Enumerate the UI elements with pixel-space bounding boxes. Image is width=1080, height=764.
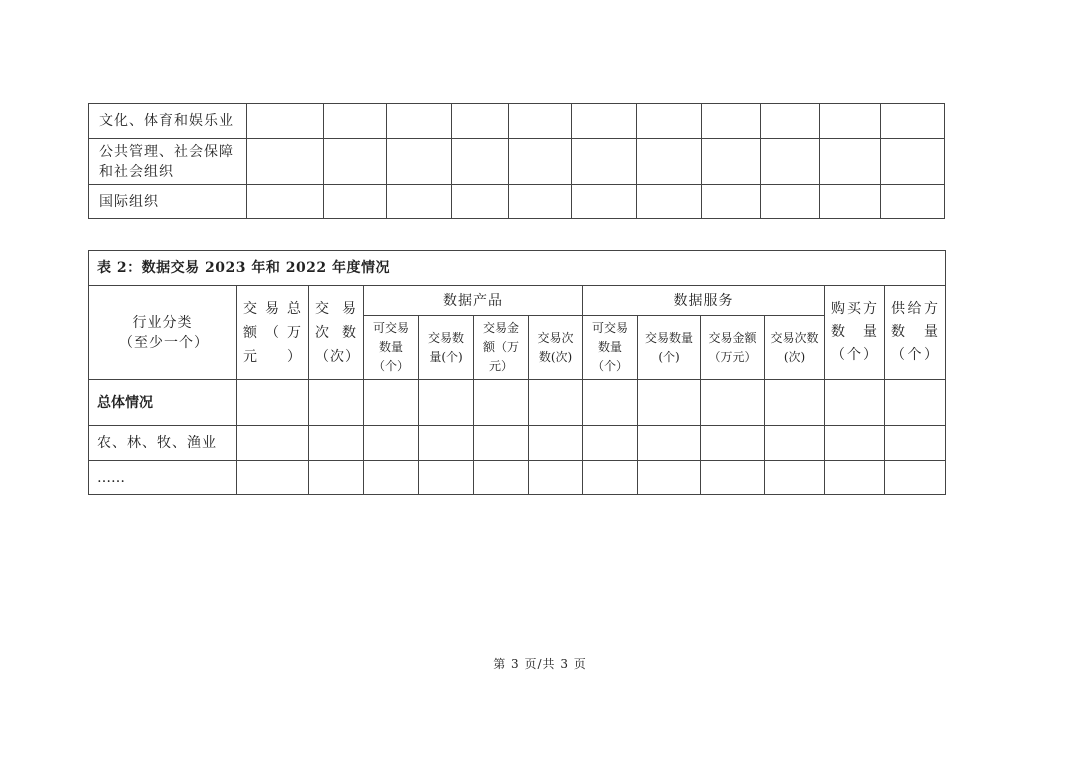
header-total-amount: 交易总额（万元） <box>237 286 309 380</box>
row-label: 国际组织 <box>89 185 247 219</box>
header-service-trade-qty: 交易数量(个) <box>638 316 701 380</box>
row-label-ellipsis: …… <box>89 461 237 495</box>
data-trading-table <box>88 250 946 495</box>
table-row <box>89 104 945 139</box>
header-product-tradable: 可交易数量（个） <box>364 316 419 380</box>
industry-table-continued <box>88 103 945 219</box>
header-industry: 行业分类（至少一个） <box>89 286 237 380</box>
header-product-trade-qty: 交易数量(个) <box>419 316 474 380</box>
header-data-service: 数据服务 <box>583 286 825 316</box>
header-data-product: 数据产品 <box>364 286 583 316</box>
header-product-trade-amount: 交易金额（万元） <box>474 316 529 380</box>
header-product-trade-count: 交易次数(次) <box>529 316 583 380</box>
page-footer: 第 3 页/共 3 页 <box>493 657 587 671</box>
row-label-agriculture: 农、林、牧、渔业 <box>89 426 237 461</box>
table-row <box>89 426 946 461</box>
table-row <box>89 380 946 426</box>
row-label-overall: 总体情况 <box>89 380 237 426</box>
header-buyers: 购买方数量（个） <box>825 286 885 380</box>
table-row <box>89 185 945 219</box>
header-service-trade-count: 交易次数(次) <box>765 316 825 380</box>
table-row <box>89 461 946 495</box>
table-row <box>89 139 945 185</box>
header-suppliers: 供给方数量（个） <box>885 286 946 380</box>
header-service-tradable: 可交易数量（个） <box>583 316 638 380</box>
header-total-count: 交易次数（次） <box>309 286 364 380</box>
header-service-trade-amount: 交易金额（万元） <box>701 316 765 380</box>
row-label: 文化、体育和娱乐业 <box>89 104 247 139</box>
row-label: 公共管理、社会保障和社会组织 <box>89 139 247 185</box>
table-caption: 表 2：数据交易 2023 年和 2022 年度情况 <box>89 251 946 286</box>
